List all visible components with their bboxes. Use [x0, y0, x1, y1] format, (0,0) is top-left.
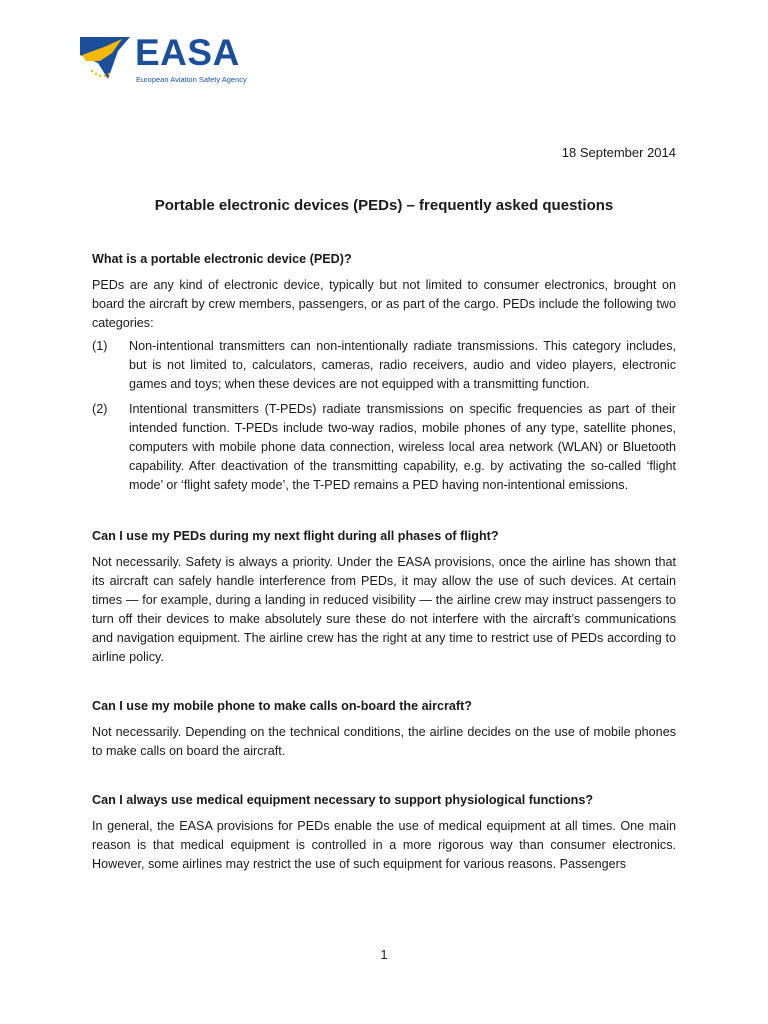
easa-logo [78, 32, 247, 85]
question-heading: Can I use my mobile phone to make calls on-board the aircraft? [92, 699, 472, 713]
list-item [92, 400, 676, 495]
page-number: 1 [380, 948, 388, 962]
document-body [92, 250, 676, 878]
logo-wordmark: EASA [135, 32, 240, 73]
answer-paragraph: PEDs are any kind of electronic device, typically but not limited to consumer electronics, brought on board the aircraft by crew members, passengers, or as part of the cargo. PEDs include the following two categories: [92, 278, 676, 330]
question-heading: Can I use my PEDs during my next flight during all phases of flight? [92, 529, 499, 543]
answer-paragraph: Not necessarily. Safety is always a priority. Under the EASA provisions, once the airline has shown that its aircraft can safely handle interference from PEDs, it may allow the use of such devices. At certain times — for example, during a landing in reduced visibility — the airline crew may instruct passengers to turn off their devices to make absolutely sure these do not interfere with the aircraft’s communications and navigation equipment. The airline crew has the right at any time to restrict use of PEDs according to airline policy. [92, 555, 676, 664]
list-item-text: Non-intentional transmitters can non-intentionally radiate transmissions. This category includes, but is not limited to, calculators, cameras, radio receivers, audio and video players, electronic games and toys; when these devices are not equipped with a transmitting function. [129, 339, 676, 391]
answer-paragraph: Not necessarily. Depending on the technical conditions, the airline decides on the use of mobile phones to make calls on board the aircraft. [92, 725, 676, 758]
list-item-text: Intentional transmitters (T-PEDs) radiate transmissions on specific frequencies as part of their intended function. T-PEDs include two-way radios, mobile phones of any type, satellite phones, computers with mobile phone data connection, wireless local area network (WLAN) or Bluetooth capability. After deactivation of the transmitting capability, e.g. by activating the so-called ‘flight mode’ or ‘flight safety mode’, the T-PED remains a PED having non-intentional emissions. [129, 402, 676, 492]
document-date: 18 September 2014 [561, 145, 676, 160]
document-title: Portable electronic devices (PEDs) – frequently asked questions [154, 197, 614, 214]
question-heading: Can I always use medical equipment necessary to support physiological functions? [92, 793, 594, 807]
answer-paragraph: In general, the EASA provisions for PEDs enable the use of medical equipment at all times. One main reason is that medical equipment is controlled in a more rigorous way than consumer electronics. However, some airlines may restrict the use of such equipment for various reasons. Passengers [92, 819, 676, 871]
question-heading: What is a portable electronic device (PED)? [92, 252, 352, 266]
list-item [92, 337, 676, 394]
logo-subtitle: European Aviation Safety Agency [136, 75, 247, 84]
easa-wing-icon [78, 33, 132, 83]
list-item-number: (2) [92, 402, 108, 416]
list-item-number: (1) [92, 339, 108, 353]
